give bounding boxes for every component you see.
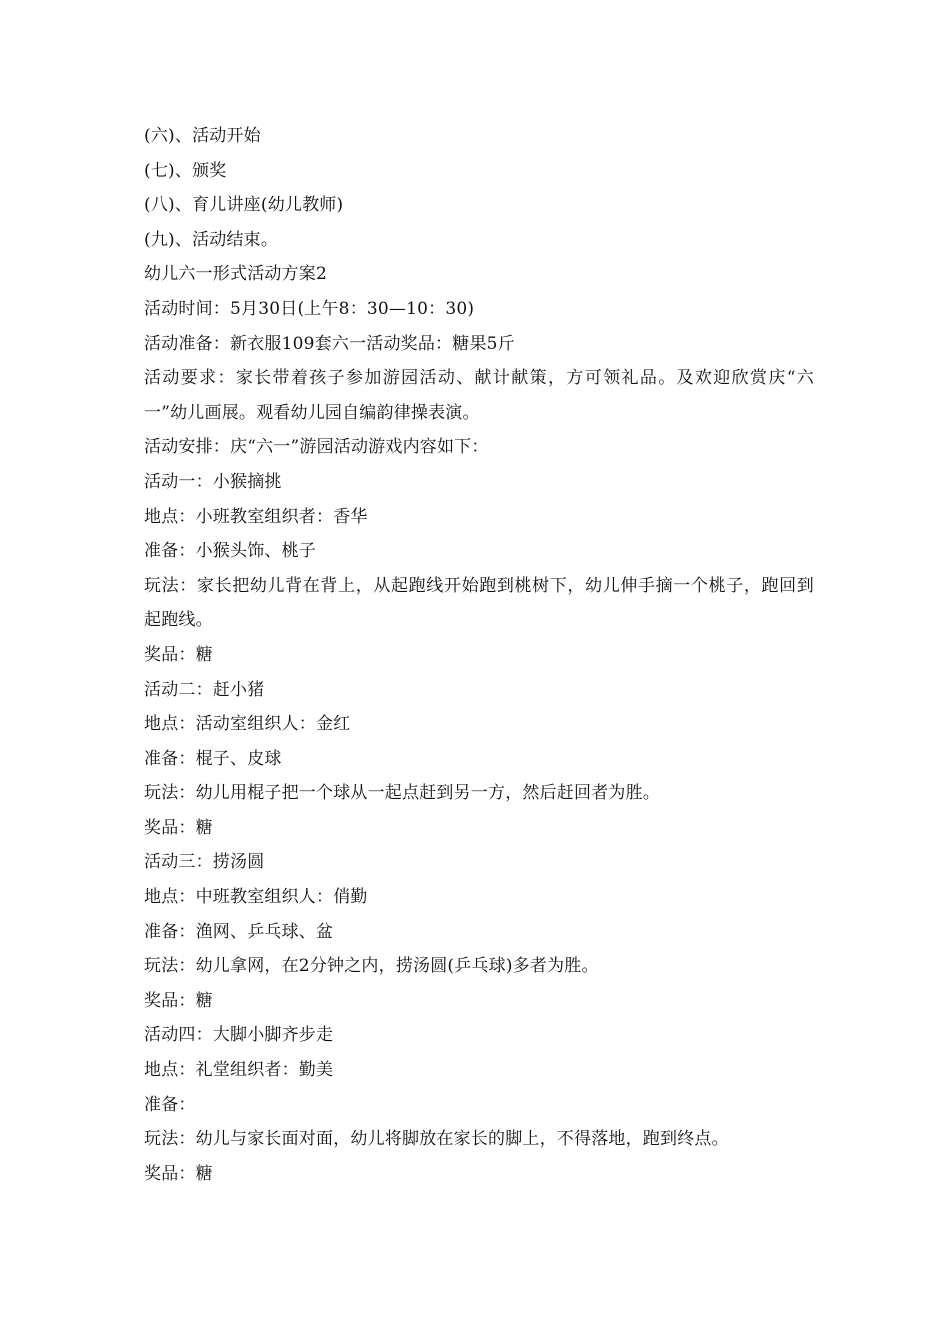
activity-two-preparation: 准备：棍子、皮球 xyxy=(144,748,282,769)
activity-one-prize: 奖品：糖 xyxy=(144,644,213,665)
activity-two-location: 地点：活动室组织人：金红 xyxy=(144,714,351,735)
activity-preparation: 活动准备：新衣服109套六一活动奖品：糖果5斤 xyxy=(144,333,515,354)
activity-one-rules: 玩法：家长把幼儿背在背上，从起跑线开始跑到桃树下，幼儿伸手摘一个桃子，跑回到起跑线。 xyxy=(144,575,814,631)
activity-one-location: 地点：小班教室组织者：香华 xyxy=(144,506,368,527)
activity-four-preparation: 准备： xyxy=(144,1094,196,1115)
document-body xyxy=(144,119,814,1191)
activity-three-rules: 玩法：幼儿拿网，在2分钟之内，捞汤圆(乒乓球)多者为胜。 xyxy=(144,956,599,977)
plan-title: 幼儿六一形式活动方案2 xyxy=(144,264,328,285)
activity-three-preparation: 准备：渔网、乒乓球、盆 xyxy=(144,921,334,942)
activity-two-prize: 奖品：糖 xyxy=(144,817,213,838)
activity-four-title: 活动四：大脚小脚齐步走 xyxy=(144,1025,334,1046)
activity-three-prize: 奖品：糖 xyxy=(144,990,213,1011)
activity-four-prize: 奖品：糖 xyxy=(144,1163,213,1184)
activity-arrangement: 活动安排：庆“六一”游园活动游戏内容如下： xyxy=(144,437,489,458)
section-heading-award: (七)、颁奖 xyxy=(144,160,227,181)
activity-four-location: 地点：礼堂组织者：勤美 xyxy=(144,1060,334,1081)
section-heading-lecture: (八)、育儿讲座(幼儿教师) xyxy=(144,195,344,216)
activity-two-rules: 玩法：幼儿用棍子把一个球从一起点赶到另一方，然后赶回者为胜。 xyxy=(144,783,660,804)
section-heading-activity-end: (九)、活动结束。 xyxy=(144,229,279,250)
section-heading-activity-start: (六)、活动开始 xyxy=(144,126,261,146)
activity-time: 活动时间：5月30日(上午8：30—10：30) xyxy=(144,298,475,319)
activity-three-title: 活动三：捞汤圆 xyxy=(144,852,265,873)
activity-two-title: 活动二：赶小猪 xyxy=(144,679,265,700)
activity-requirements: 活动要求：家长带着孩子参加游园活动、献计献策，方可领礼品。及欢迎欣赏庆“六一”幼儿画展。观看幼儿园自编韵律操表演。 xyxy=(144,368,814,423)
activity-three-location: 地点：中班教室组织人：俏勤 xyxy=(144,887,368,908)
activity-one-preparation: 准备：小猴头饰、桃子 xyxy=(144,541,316,562)
activity-one-title: 活动一：小猴摘挑 xyxy=(144,471,282,492)
activity-four-rules: 玩法：幼儿与家长面对面，幼儿将脚放在家长的脚上，不得落地，跑到终点。 xyxy=(144,1129,729,1150)
